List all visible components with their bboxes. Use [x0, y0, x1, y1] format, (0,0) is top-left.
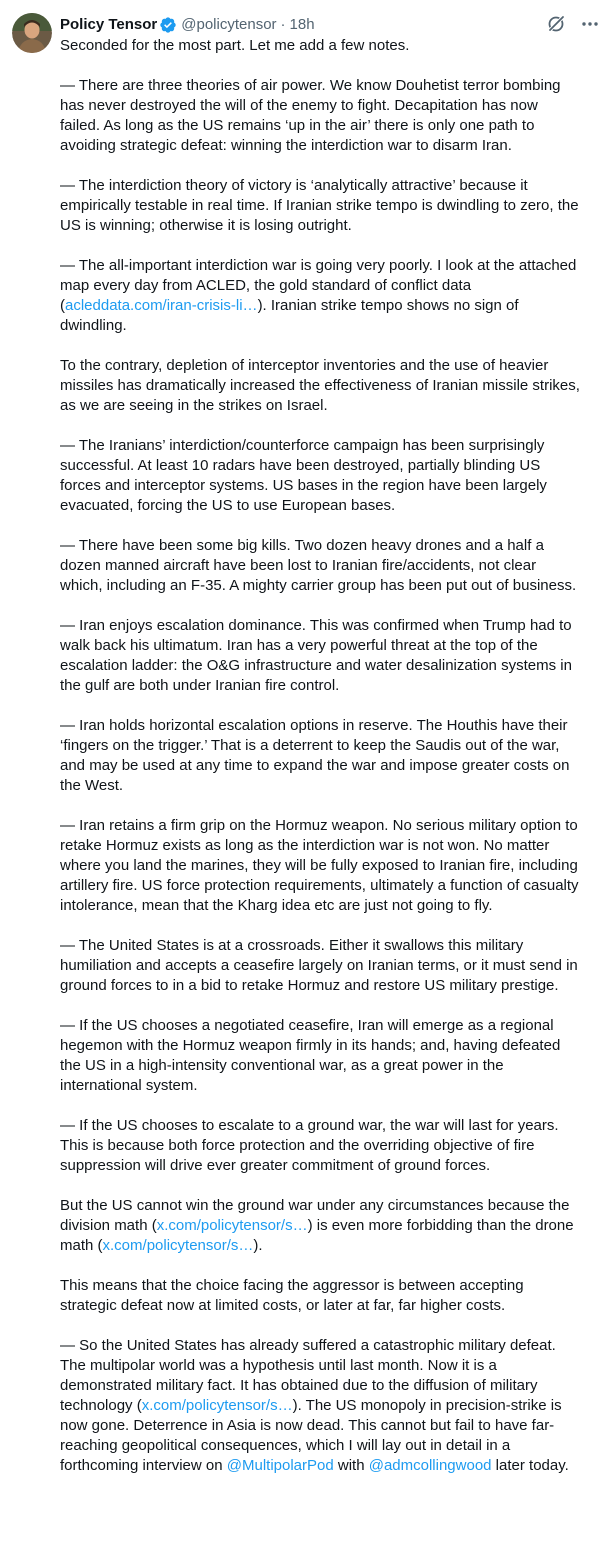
avatar[interactable] [12, 13, 52, 53]
paragraph: — So the United States has already suffered a catastrophic military defeat. The multipolar world was a hypothesis until last month. Now it is a demonstrated military fact. It has obtained due to the diffusion of military technology (x.com/policytensor/s…). The US monopoly in precision-strike is now gone. Deterrence in Asia is now dead. This cannot but fail to have far-reaching geopolitical consequences, which I will lay out in detail in a forthcoming interview on @MultipolarPod with @admcollingwood later today. [60, 1337, 569, 1474]
paragraph: Seconded for the most part. Let me add a few notes. [60, 37, 410, 54]
paragraph: — The Iranians’ interdiction/counterforce campaign has been surprisingly successful. At least 10 radars have been destroyed, partially blinding US forces and interceptor systems. US bases in the region have been largely evacuated, forcing the US to use European bases. [60, 437, 547, 514]
paragraph: — The all-important interdiction war is going very poorly. I look at the attached map every day from ACLED, the gold standard of conflict data (acleddata.com/iran-crisis-li…). Iranian strike tempo shows no sign of dwindling. [60, 257, 577, 334]
paragraph: But the US cannot win the ground war under any circumstances because the division math (x.com/policytensor/s…) is even more forbidding than the drone math (x.com/policytensor/s…). [60, 1197, 574, 1254]
tweet-header [60, 14, 594, 36]
tweet-actions [546, 14, 600, 34]
division-math-link[interactable]: x.com/policytensor/s… [156, 1217, 308, 1234]
drone-math-link[interactable]: x.com/policytensor/s… [102, 1237, 254, 1254]
grok-icon[interactable] [546, 14, 566, 34]
paragraph: — If the US chooses to escalate to a ground war, the war will last for years. This is because both force protection and the overriding objective of fire suppression will drive ever greater commitment of ground forces. [60, 1117, 559, 1174]
author-handle[interactable]: @policytensor [181, 16, 277, 33]
separator-dot: · [280, 16, 286, 33]
paragraph: — There are three theories of air power. We know Douhetist terror bombing has never destroyed the will of the enemy to fight. Decapitation has now failed. As long as the US remains ‘up in the air’ there is only one path to avoiding strategic defeat: winning the interdiction war to disarm Iran. [60, 77, 561, 154]
timestamp[interactable]: 18h [289, 16, 315, 33]
verified-badge-icon [159, 16, 177, 34]
acled-link[interactable]: acleddata.com/iran-crisis-li… [65, 297, 258, 314]
more-icon[interactable] [580, 14, 600, 34]
mention-multipolarpod[interactable]: @MultipolarPod [226, 1457, 334, 1474]
paragraph: — The interdiction theory of victory is ‘analytically attractive’ because it empirically testable in real time. If Iranian strike tempo is dwindling to zero, the US is winning; otherwise it is losing outright. [60, 177, 579, 234]
diffusion-link[interactable]: x.com/policytensor/s… [141, 1397, 293, 1414]
mention-admcollingwood[interactable]: @admcollingwood [368, 1457, 492, 1474]
paragraph: — Iran retains a firm grip on the Hormuz weapon. No serious military option to retake Hormuz exists as long as the interdiction war is not won. No matter where you land the marines, they will be fully exposed to Iranian fire, including artillery fire. US force protection requirements, ultimately a function of casualty intolerance, mean that the Kharg idea etc are just not going to fly. [60, 817, 579, 914]
paragraph: To the contrary, depletion of interceptor inventories and the use of heavier missiles has dramatically increased the effectiveness of Iranian missile strikes, as we are seeing in the strikes on Israel. [60, 357, 580, 414]
paragraph: — Iran enjoys escalation dominance. This was confirmed when Trump had to walk back his ultimatum. Iran has a very powerful threat at the top of the escalation ladder: the O&G infrastructure and water desalinization systems in the gulf are both under Iranian fire control. [60, 617, 572, 694]
paragraph: — There have been some big kills. Two dozen heavy drones and a half a dozen manned aircraft have been lost to Iranian fire/accidents, not clear which, including an F-35. A mighty carrier group has been put out of business. [60, 537, 577, 594]
paragraph: — The United States is at a crossroads. Either it swallows this military humiliation and accepts a ceasefire largely on Iranian terms, or it must send in ground forces to in a bid to retake Hormuz and restore US military prestige. [60, 937, 578, 994]
tweet-body [60, 36, 580, 1476]
paragraph: — Iran holds horizontal escalation options in reserve. The Houthis have their ‘fingers on the trigger.’ That is a deterrent to keep the Saudis out of the war, and may be used at any time to expand the war and impose greater costs on the West. [60, 717, 570, 794]
author-name[interactable]: Policy Tensor [60, 16, 158, 33]
paragraph: — If the US chooses a negotiated ceasefire, Iran will emerge as a regional hegemon with the Hormuz weapon firmly in its hands; and, having defeated the US in a high-intensity conventional war, as a great power in the international system. [60, 1017, 561, 1094]
paragraph: This means that the choice facing the aggressor is between accepting strategic defeat now at limited costs, or later at far, far higher costs. [60, 1277, 524, 1314]
